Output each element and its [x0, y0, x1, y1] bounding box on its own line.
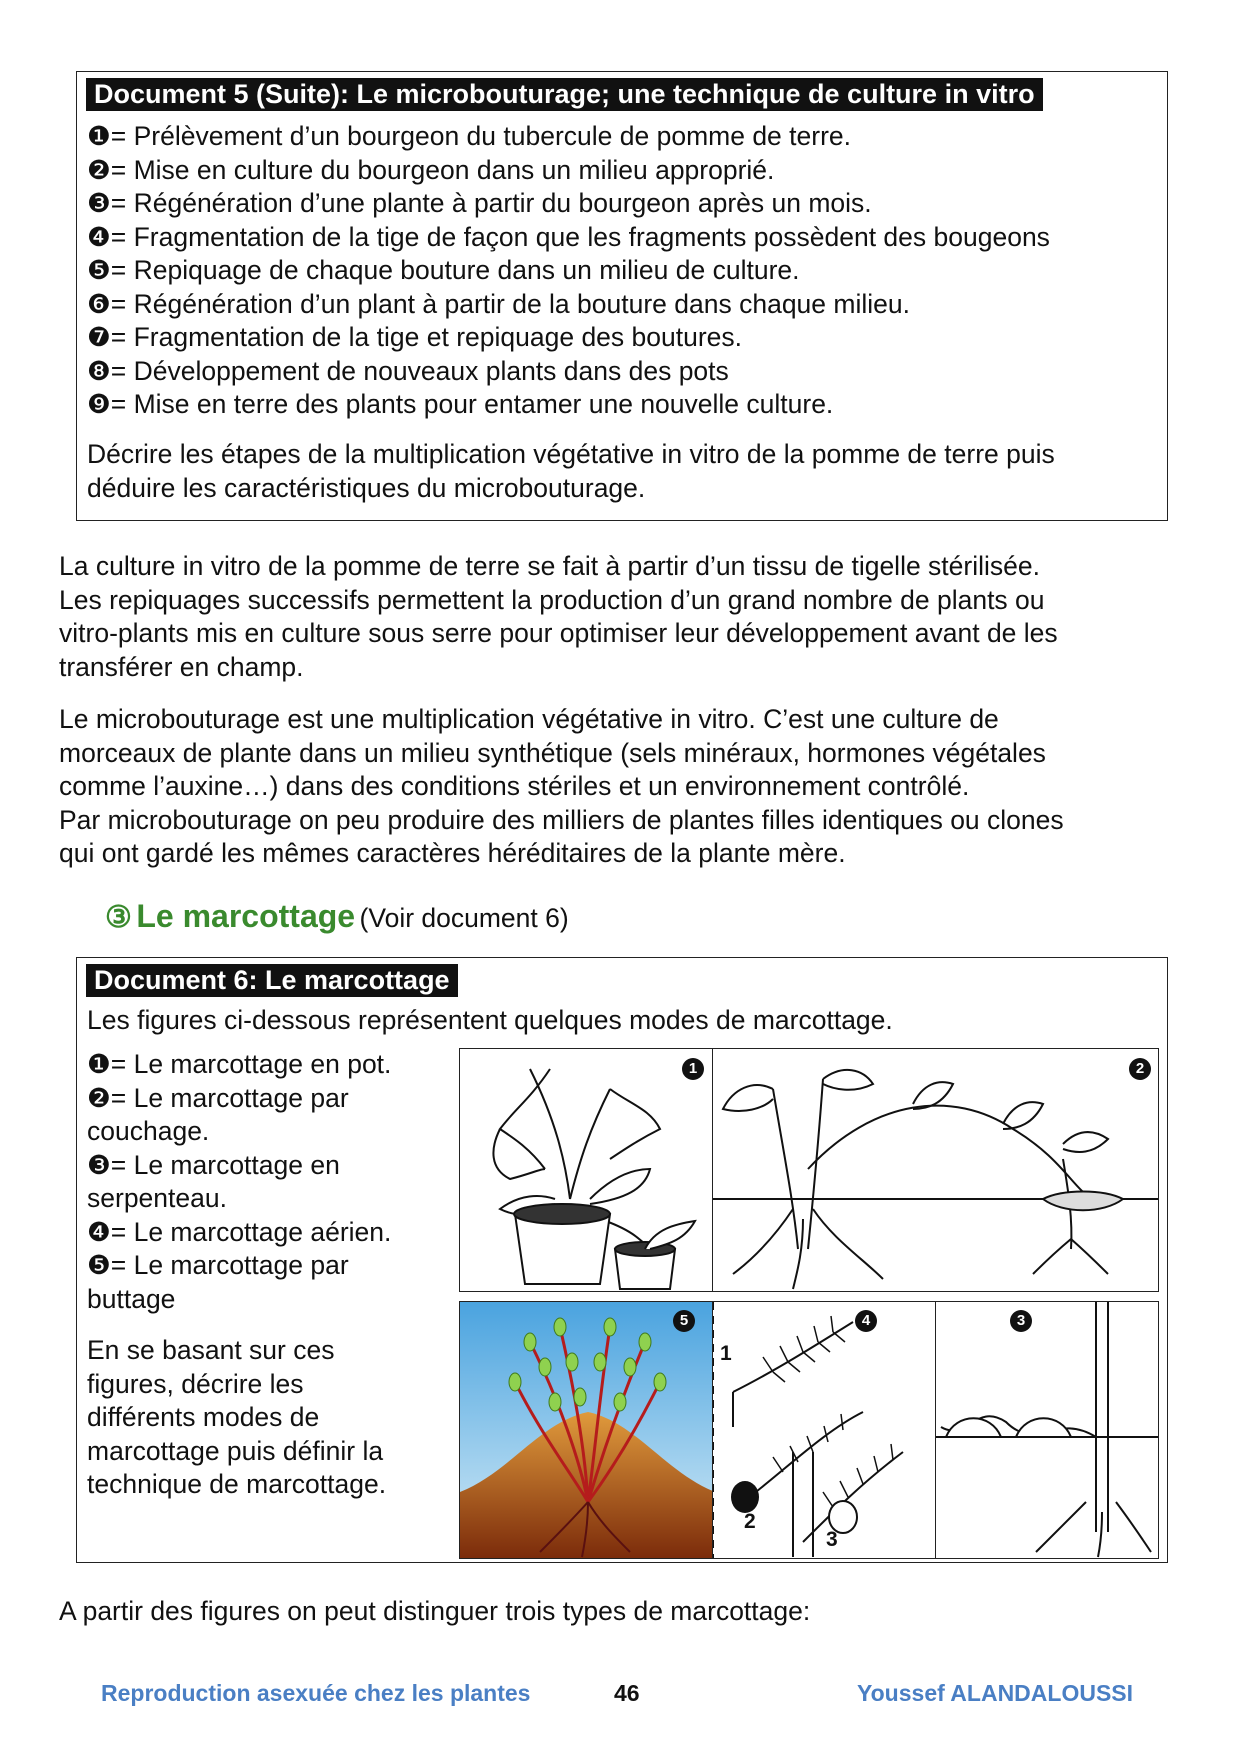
paragraph-1 — [59, 550, 1189, 684]
paragraph-2 — [59, 703, 1189, 871]
figure-2-number: 2 — [1129, 1058, 1151, 1080]
figure-4-number: 4 — [855, 1310, 877, 1332]
paragraph-2-line-1: Le microbouturage est une multiplication végétative in vitro. C’est une culture de — [59, 704, 999, 734]
paragraph-1-line-4: transférer en champ. — [59, 651, 304, 682]
paragraph-1-line-2: Les repiquages successifs permettent la production d’un grand nombre de plants ou — [59, 584, 1045, 615]
closing-sentence: A partir des figures on peut distinguer trois types de marcottage: — [59, 1596, 811, 1626]
figure-4-label-2: 2 — [744, 1510, 756, 1533]
figure-1-pot — [459, 1048, 714, 1292]
step-6: ❻= Régénération d’un plant à partir de la bouture dans chaque milieu. — [87, 288, 910, 319]
document5-question — [87, 438, 1055, 505]
legend-line-4: ❸= Le marcottage en — [87, 1149, 340, 1180]
mound-layering-illustration — [460, 1302, 714, 1559]
figure-4-label-1: 1 — [720, 1342, 732, 1365]
document6-question — [87, 1334, 386, 1502]
document5-question-line-1: Décrire les étapes de la multiplication végétative in vitro de la pomme de terre puis — [87, 439, 1055, 469]
paragraph-2-line-4: Par microbouturage on peu produire des milliers de plantes filles identiques ou clones — [59, 804, 1064, 835]
legend-line-7: ❺= Le marcottage par — [87, 1250, 349, 1280]
document5-steps — [87, 120, 1050, 422]
figure-5-buttage — [459, 1301, 714, 1559]
serpentine-layering-illustration — [936, 1302, 1159, 1559]
step-4: ❹= Fragmentation de la tige de façon que les fragments possèdent des bougeons — [87, 221, 1050, 252]
step-2: ❷= Mise en culture du bourgeon dans un milieu approprié. — [87, 154, 775, 185]
figure-1-number: 1 — [682, 1058, 704, 1080]
paragraph-1-line-3: vitro-plants mis en culture sous serre pour optimiser leur développement avant de les — [59, 618, 1058, 648]
footer-left: Reproduction asexuée chez les plantes — [101, 1680, 531, 1706]
document6-question-line-1: En se basant sur ces — [87, 1335, 335, 1365]
layering-by-bending-illustration — [713, 1049, 1159, 1292]
legend-line-8: buttage — [87, 1283, 176, 1314]
figure-4-aerien — [712, 1301, 937, 1559]
legend-line-5: serpenteau. — [87, 1183, 227, 1213]
plant-in-pot-illustration — [460, 1049, 714, 1292]
document5-box — [76, 71, 1168, 521]
document6-question-line-3: différents modes de — [87, 1402, 320, 1432]
legend-line-2: ❷= Le marcottage par — [87, 1082, 349, 1113]
legend-line-1: ❶= Le marcottage en pot. — [87, 1049, 392, 1079]
section-heading-marcottage — [105, 898, 569, 935]
document6-question-line-4: marcottage puis définir la — [87, 1435, 384, 1466]
step-8: ❽= Développement de nouveaux plants dans des pots — [87, 355, 729, 386]
section-title: Le marcottage — [136, 898, 356, 934]
paragraph-2-line-3: comme l’auxine…) dans des conditions stériles et un environnement contrôlé. — [59, 771, 970, 801]
paragraph-2-line-2: morceaux de plante dans un milieu synthétique (sels minéraux, hormones végétales — [59, 737, 1046, 768]
paragraph-2-line-5: qui ont gardé les mêmes caractères héréditaires de la plante mère. — [59, 838, 846, 868]
figure-5-number: 5 — [673, 1310, 695, 1332]
step-7: ❼= Fragmentation de la tige et repiquage des boutures. — [87, 322, 743, 352]
document6-legend — [87, 1048, 391, 1316]
footer-page-number: 46 — [614, 1680, 640, 1706]
step-3: ❸= Régénération d’une plante à partir du bourgeon après un mois. — [87, 188, 872, 218]
document6-title: Document 6: Le marcottage — [86, 964, 458, 997]
document6-question-line-2: figures, décrire les — [87, 1368, 304, 1399]
document6-question-line-5: technique de marcottage. — [87, 1469, 387, 1499]
paragraph-1-line-1: La culture in vitro de la pomme de terre se fait à partir d’un tissu de tigelle stérilisée. — [59, 551, 1040, 581]
document5-question-line-2: déduire les caractéristiques du microbouturage. — [87, 472, 646, 503]
figure-2-couchage — [712, 1048, 1159, 1292]
step-5: ❺= Repiquage de chaque bouture dans un milieu de culture. — [87, 255, 800, 285]
figure-3-number: 3 — [1010, 1310, 1032, 1332]
document5-title: Document 5 (Suite): Le microbouturage; une technique de culture in vitro — [86, 78, 1043, 111]
step-9: ❾= Mise en terre des plants pour entamer une nouvelle culture. — [87, 389, 834, 419]
legend-line-6: ❹= Le marcottage aérien. — [87, 1216, 392, 1247]
footer-right: Youssef ALANDALOUSSI — [857, 1680, 1134, 1706]
legend-line-3: couchage. — [87, 1116, 210, 1146]
document6-intro: Les figures ci-dessous représentent quelques modes de marcottage. — [87, 1005, 893, 1035]
section-ref: (Voir document 6) — [359, 903, 569, 933]
figure-3-serpenteau — [935, 1301, 1159, 1559]
document6-box — [76, 957, 1168, 1563]
step-1: ❶= Prélèvement d’un bourgeon du tubercule de pomme de terre. — [87, 121, 852, 151]
section-number: ③ — [105, 901, 132, 934]
figure-4-label-3: 3 — [826, 1528, 838, 1551]
